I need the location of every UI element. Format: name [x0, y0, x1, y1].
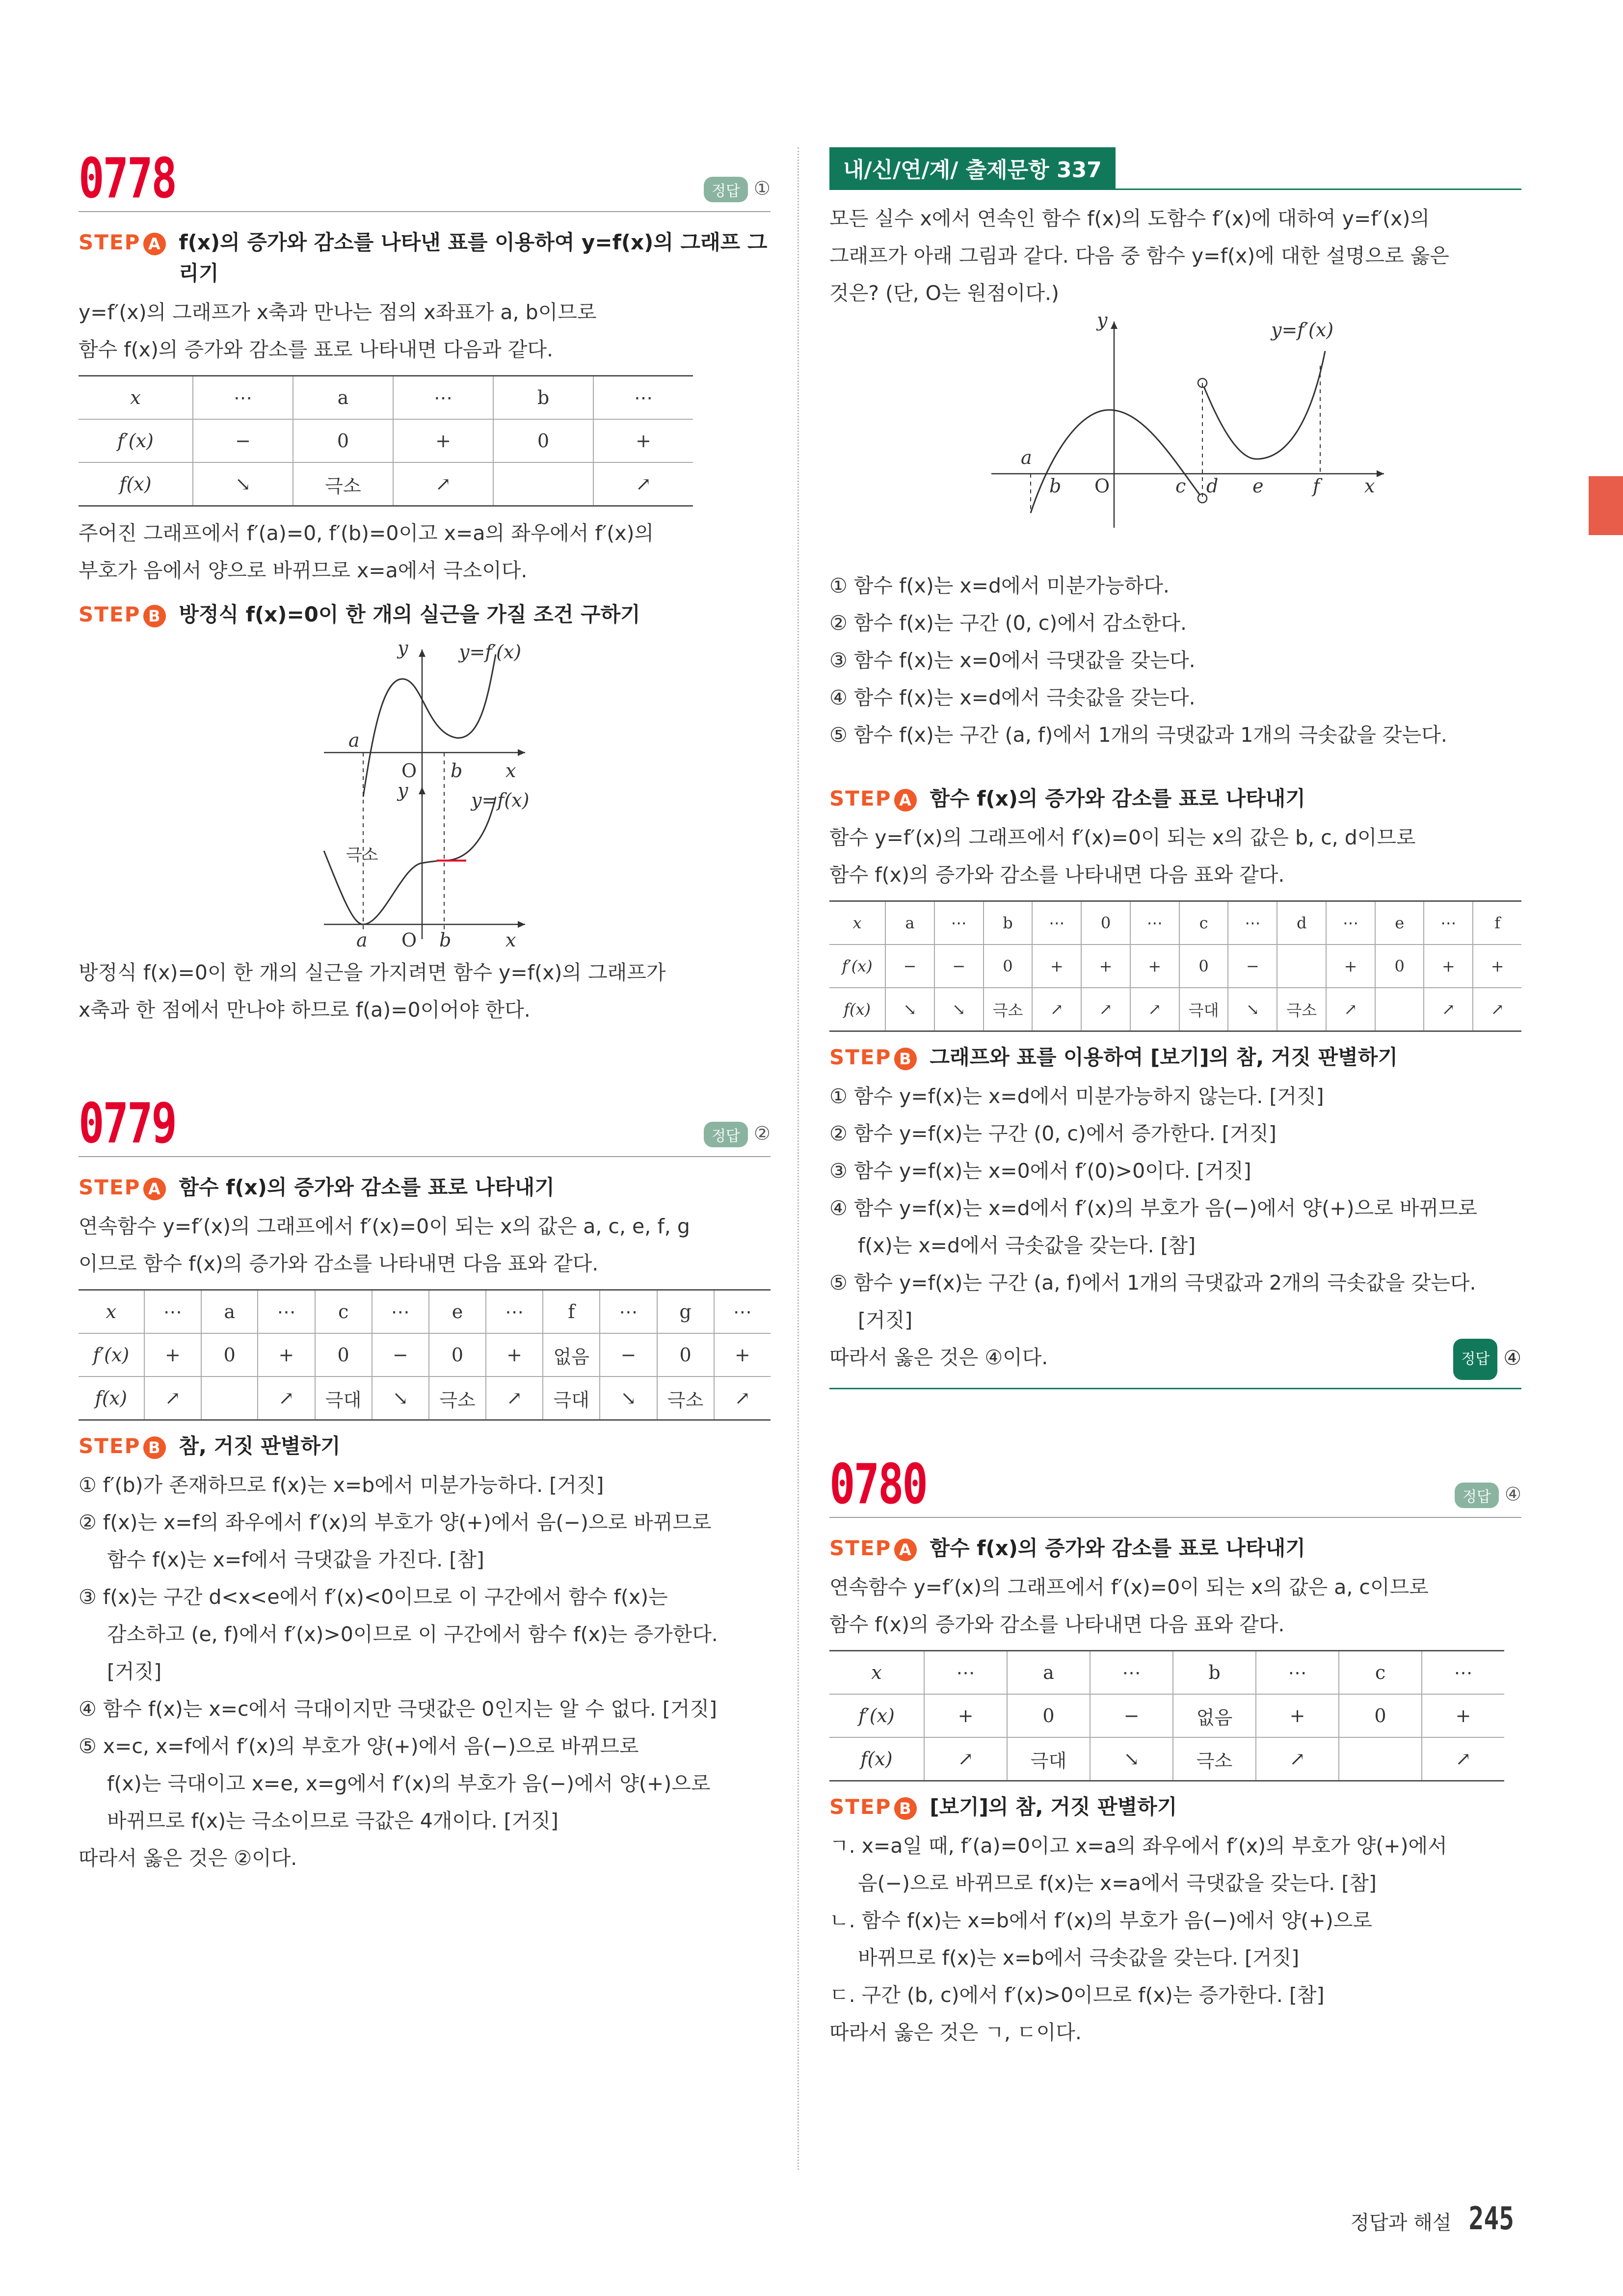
table-cell: +	[144, 1333, 201, 1377]
table-cell: 0	[984, 945, 1033, 988]
step-title: 참, 거짓 판별하기	[179, 1434, 341, 1458]
table-cell: f	[1473, 901, 1521, 945]
question-line: 모든 실수 x에서 연속인 함수 f(x)의 도함수 f′(x)에 대하여 y=f′(x)의	[829, 207, 1430, 230]
text-line: 연속함수 y=f′(x)의 그래프에서 f′(x)=0이 되는 x의 값은 a, c, e, f, g	[79, 1215, 690, 1238]
table-cell: c	[1339, 1651, 1422, 1695]
conclusion: 따라서 옳은 것은 ②이다.	[79, 1846, 297, 1870]
table-cell: 0	[1375, 945, 1424, 988]
table-cell: 극소	[984, 988, 1033, 1031]
table-cell: ↘	[1090, 1737, 1173, 1781]
step-title: [보기]의 참, 거짓 판별하기	[930, 1795, 1177, 1819]
list-item: ③ f(x)는 구간 d<x<e에서 f′(x)<0이므로 이 구간에서 함수 f(x)는	[79, 1585, 668, 1609]
choice-item: ⑤ 함수 f(x)는 구간 (a, f)에서 1개의 극댓값과 1개의 극솟값을 갖는다.	[829, 723, 1447, 747]
origin-label: O	[1094, 475, 1110, 497]
table-cell: ⋯	[1326, 901, 1375, 945]
choice-item: ④ 함수 f(x)는 x=d에서 극솟값을 갖는다.	[829, 686, 1196, 709]
table-cell: ⋯	[1130, 901, 1179, 945]
table-cell: ↘	[934, 988, 984, 1031]
table-cell: ↘	[372, 1377, 429, 1420]
problem-number: 0778	[79, 147, 176, 211]
table-cell: ↗	[593, 462, 693, 506]
fprime-curve-left	[1031, 410, 1202, 513]
table-cell: x	[829, 901, 885, 945]
b-label-2: b	[439, 929, 452, 951]
table-cell: ⋯	[934, 901, 984, 945]
table-cell: 극대	[1007, 1737, 1090, 1781]
step-a-heading	[829, 783, 1521, 814]
y-label-2: y	[398, 780, 408, 801]
page-number: 245	[1468, 2201, 1515, 2237]
table-cell: +	[1081, 945, 1130, 988]
answer-label	[704, 1122, 771, 1147]
step-tag: STEP A	[79, 1172, 166, 1203]
table-cell: ⋯	[1032, 901, 1081, 945]
table-cell: 0	[1179, 945, 1228, 988]
text-line: y=f′(x)의 그래프가 x축과 만나는 점의 x좌표가 a, b이므로	[79, 300, 597, 324]
table-row	[829, 945, 1521, 988]
step-a-heading	[79, 227, 771, 289]
y-label: y	[398, 637, 408, 659]
step-b-heading	[79, 599, 771, 630]
table-cell: ↘	[1228, 988, 1277, 1031]
table-cell: ↗	[714, 1377, 771, 1420]
table-cell: 극소	[1173, 1737, 1256, 1781]
table-cell: +	[486, 1333, 543, 1377]
text-line: 주어진 그래프에서 f′(a)=0, f′(b)=0이고 x=a의 좌우에서 f′(x)의	[79, 521, 654, 545]
table-cell: −	[193, 419, 293, 462]
table-cell: c	[315, 1290, 372, 1334]
table-cell: ↗	[1422, 1737, 1504, 1781]
answer-value: ④	[1504, 1483, 1521, 1505]
table-row	[79, 1377, 771, 1420]
table-row	[829, 901, 1521, 945]
table-cell: 없음	[1173, 1694, 1256, 1737]
curve-label-2: y=f(x)	[471, 789, 530, 811]
chapter-tab	[1589, 476, 1623, 535]
text-line: 함수 f(x)의 증가와 감소를 나타내면 다음 표와 같다.	[829, 1613, 1285, 1636]
list-item: 감소하고 (e, f)에서 f′(x)>0이므로 이 구간에서 함수 f(x)는 증가한다.	[107, 1622, 718, 1646]
table-cell: +	[593, 419, 693, 462]
conclusion: 따라서 옳은 것은 ㄱ, ㄷ이다.	[829, 2021, 1082, 2044]
table-row	[79, 1290, 771, 1334]
table-cell: +	[1422, 1694, 1504, 1737]
graph-0778	[79, 635, 771, 954]
variation-table	[829, 900, 1521, 1032]
table-cell: +	[1424, 945, 1473, 988]
graph-337	[829, 312, 1521, 567]
b-label: b	[451, 760, 463, 782]
origin-label-2: O	[401, 929, 417, 951]
right-column	[829, 147, 1521, 2051]
table-cell: ⋯	[193, 376, 293, 420]
list-item: ㄴ. 함수 f(x)는 x=b에서 f′(x)의 부호가 음(−)에서 양(+)으로	[829, 1909, 1372, 1932]
list-item: ④ 함수 y=f(x)는 x=d에서 f′(x)의 부호가 음(−)에서 양(+)으로 바뀌므로	[829, 1196, 1478, 1220]
table-cell: 0	[1339, 1694, 1422, 1737]
table-cell: x	[79, 376, 193, 420]
table-cell: f	[543, 1290, 600, 1334]
step-title: f(x)의 증가와 감소를 나타낸 표를 이용하여 y=f(x)의 그래프 그리기	[179, 230, 768, 285]
table-cell: 극대	[543, 1377, 600, 1420]
step-title: 함수 f(x)의 증가와 감소를 표로 나타내기	[930, 1536, 1305, 1560]
table-row	[829, 1651, 1504, 1695]
table-cell: ↗	[1081, 988, 1130, 1031]
table-cell: 0	[493, 419, 593, 462]
table-cell: a	[885, 901, 934, 945]
table-cell: −	[934, 945, 984, 988]
answer-badge: 정답	[1455, 1483, 1499, 1508]
answer-label	[1453, 1339, 1521, 1380]
table-cell: +	[393, 419, 493, 462]
list-item: [거짓]	[858, 1308, 913, 1332]
table-cell: 극소	[657, 1377, 714, 1420]
table-row	[829, 1737, 1504, 1781]
table-cell: g	[657, 1290, 714, 1334]
table-cell: e	[429, 1290, 486, 1334]
problem-0778-header	[79, 147, 771, 212]
answer-badge: 정답	[704, 1122, 748, 1147]
step-a-heading	[829, 1533, 1521, 1564]
table-cell: c	[1179, 901, 1228, 945]
table-cell: d	[1277, 901, 1326, 945]
list-item: ㄱ. x=a일 때, f′(a)=0이고 x=a의 좌우에서 f′(x)의 부호가 양(+)에서	[829, 1834, 1447, 1858]
table-cell: 0	[429, 1333, 486, 1377]
table-cell: ↗	[1473, 988, 1521, 1031]
table-row	[79, 419, 693, 462]
table-cell: +	[258, 1333, 315, 1377]
table-cell: ⋯	[486, 1290, 543, 1334]
table-cell: ↗	[1256, 1737, 1339, 1781]
text-line: 함수 f(x)의 증가와 감소를 표로 나타내면 다음과 같다.	[79, 338, 554, 361]
list-item: [거짓]	[107, 1660, 162, 1683]
step-b-heading	[79, 1431, 771, 1461]
table-cell: x	[829, 1651, 924, 1695]
page-footer	[1350, 2201, 1520, 2237]
table-cell	[1375, 988, 1424, 1031]
table-cell: ⋯	[600, 1290, 657, 1334]
step-title: 함수 f(x)의 증가와 감소를 표로 나타내기	[930, 786, 1305, 810]
a-label: a	[1021, 447, 1032, 468]
table-cell: ⋯	[372, 1290, 429, 1334]
table-cell	[493, 462, 593, 506]
text-line: 이므로 함수 f(x)의 증가와 감소를 나타내면 다음 표와 같다.	[79, 1252, 599, 1275]
table-cell: 극소	[429, 1377, 486, 1420]
table-cell: ↗	[1424, 988, 1473, 1031]
choice-item: ① 함수 f(x)는 x=d에서 미분가능하다.	[829, 574, 1170, 597]
table-cell: x	[79, 1290, 144, 1334]
table-cell: ↗	[486, 1377, 543, 1420]
table-cell: ↘	[193, 462, 293, 506]
step-tag: STEP A	[829, 783, 917, 814]
list-item: ① 함수 y=f(x)는 x=d에서 미분가능하지 않는다. [거짓]	[829, 1084, 1324, 1108]
step-title: 방정식 f(x)=0이 한 개의 실근을 가질 조건 구하기	[179, 602, 640, 626]
exam-question-header	[829, 147, 1521, 190]
list-item: ㄷ. 구간 (b, c)에서 f′(x)>0이므로 f(x)는 증가한다. [참]	[829, 1983, 1325, 2007]
text-line: 부호가 음에서 양으로 바뀌므로 x=a에서 극소이다.	[79, 559, 528, 582]
question-line: 그래프가 아래 그림과 같다. 다음 중 함수 y=f(x)에 대한 설명으로 옳은	[829, 244, 1449, 268]
list-item: 바뀌므로 f(x)는 x=b에서 극솟값을 갖는다. [거짓]	[858, 1946, 1300, 1970]
table-cell: +	[1130, 945, 1179, 988]
footer-label: 정답과 해설	[1350, 2212, 1452, 2234]
step-b-heading	[829, 1042, 1521, 1073]
c-label: c	[1175, 475, 1186, 497]
table-cell: f′(x)	[79, 419, 193, 462]
answer-label	[704, 177, 771, 202]
table-cell: f(x)	[79, 1377, 144, 1420]
table-row	[829, 988, 1521, 1031]
list-item: 바뀌므로 f(x)는 극소이므로 극값은 4개이다. [거짓]	[107, 1809, 559, 1833]
table-cell: ⋯	[714, 1290, 771, 1334]
step-title: 그래프와 표를 이용하여 [보기]의 참, 거짓 판별하기	[930, 1045, 1398, 1069]
table-cell: ↗	[1130, 988, 1179, 1031]
variation-table	[79, 375, 693, 507]
table-cell: ↗	[393, 462, 493, 506]
exam-question-title: 내/신/연/계/ 출제문항 337	[829, 147, 1116, 189]
list-item: ⑤ x=c, x=f에서 f′(x)의 부호가 양(+)에서 음(−)으로 바뀌므로	[79, 1734, 639, 1758]
step-a-heading	[79, 1172, 771, 1203]
conclusion: 따라서 옳은 것은 ④이다.	[829, 1346, 1048, 1369]
table-cell: −	[372, 1333, 429, 1377]
variation-table	[829, 1650, 1504, 1782]
table-cell: f′(x)	[829, 1694, 924, 1737]
variation-table	[79, 1289, 771, 1421]
list-item: 함수 f(x)는 x=f에서 극댓값을 가진다. [참]	[107, 1548, 484, 1571]
table-cell: +	[1473, 945, 1521, 988]
table-cell	[201, 1377, 258, 1420]
curve-label: y=f′(x)	[459, 641, 522, 663]
table-cell: 극소	[1277, 988, 1326, 1031]
answer-badge: 정답	[704, 177, 748, 202]
table-cell: b	[493, 376, 593, 420]
a-label-2: a	[356, 929, 368, 951]
step-tag: STEP B	[79, 599, 166, 630]
table-cell: ⋯	[144, 1290, 201, 1334]
table-cell: ↗	[1032, 988, 1081, 1031]
table-cell	[1339, 1737, 1422, 1781]
curve-label: y=f′(x)	[1271, 319, 1334, 341]
list-item: ⑤ 함수 y=f(x)는 구간 (a, f)에서 1개의 극댓값과 2개의 극솟값을 갖는다.	[829, 1271, 1476, 1295]
text-line: 방정식 f(x)=0이 한 개의 실근을 가지려면 함수 y=f(x)의 그래프가	[79, 961, 666, 984]
step-tag: STEP B	[829, 1791, 917, 1822]
step-tag: STEP B	[829, 1042, 917, 1073]
step-tag: STEP A	[79, 227, 166, 289]
min-label: 극소	[346, 845, 378, 865]
origin-label: O	[401, 760, 417, 782]
table-row	[829, 1694, 1504, 1737]
x-label: x	[506, 760, 516, 782]
table-cell: f′(x)	[79, 1333, 144, 1377]
step-b-heading	[829, 1791, 1521, 1822]
table-cell: b	[984, 901, 1033, 945]
question-line: 것은? (단, O는 원점이다.)	[829, 281, 1060, 305]
list-item: ② f(x)는 x=f의 좌우에서 f′(x)의 부호가 양(+)에서 음(−)으로 바뀌므로	[79, 1511, 712, 1534]
list-item: ④ 함수 f(x)는 x=c에서 극대이지만 극댓값은 0인지는 알 수 없다. [거짓]	[79, 1697, 717, 1721]
table-cell: ↗	[1326, 988, 1375, 1031]
table-cell: 0	[1007, 1694, 1090, 1737]
table-cell: 극대	[1179, 988, 1228, 1031]
table-cell: 0	[293, 419, 393, 462]
step-tag: STEP A	[829, 1533, 917, 1564]
table-cell: +	[714, 1333, 771, 1377]
table-cell: +	[1032, 945, 1081, 988]
list-item: f(x)는 극대이고 x=e, x=g에서 f′(x)의 부호가 음(−)에서 양(+)으로	[107, 1772, 711, 1795]
table-cell: a	[1007, 1651, 1090, 1695]
left-column	[79, 147, 771, 1877]
table-cell: 극대	[315, 1377, 372, 1420]
table-cell: ⋯	[593, 376, 693, 420]
conclusion-row	[829, 1339, 1521, 1376]
list-item: ① f′(b)가 존재하므로 f(x)는 x=b에서 미분가능하다. [거짓]	[79, 1473, 604, 1497]
table-cell: +	[1326, 945, 1375, 988]
list-item: 음(−)으로 바뀌므로 f(x)는 x=a에서 극댓값을 갖는다. [참]	[858, 1871, 1377, 1895]
table-cell: a	[201, 1290, 258, 1334]
fprime-curve	[363, 654, 496, 797]
answer-value: ①	[753, 177, 771, 199]
table-cell: f(x)	[79, 462, 193, 506]
e-label: e	[1252, 475, 1264, 497]
table-cell: −	[1090, 1694, 1173, 1737]
fprime-curve-right	[1202, 351, 1325, 459]
table-cell: e	[1375, 901, 1424, 945]
answer-value: ④	[1503, 1346, 1521, 1370]
problem-0780-header	[829, 1453, 1521, 1518]
table-cell: a	[293, 376, 393, 420]
table-cell: ⋯	[1256, 1651, 1339, 1695]
answer-value: ②	[753, 1122, 771, 1144]
text-line: 함수 f(x)의 증가와 감소를 나타내면 다음 표와 같다.	[829, 863, 1285, 887]
table-cell: f(x)	[829, 1737, 924, 1781]
choice-item: ② 함수 f(x)는 구간 (0, c)에서 감소한다.	[829, 611, 1187, 635]
table-row	[79, 1333, 771, 1377]
x-label: x	[1364, 475, 1375, 497]
table-cell: f(x)	[829, 988, 885, 1031]
table-cell: 0	[201, 1333, 258, 1377]
table-cell: ⋯	[1424, 901, 1473, 945]
y-label: y	[1097, 312, 1108, 331]
answer-label	[1455, 1483, 1521, 1508]
problem-number: 0779	[79, 1092, 176, 1156]
d-label: d	[1206, 475, 1219, 497]
step-tag: STEP B	[79, 1431, 166, 1461]
table-cell: ↘	[600, 1377, 657, 1420]
table-cell: −	[600, 1333, 657, 1377]
b-label: b	[1049, 475, 1062, 497]
table-cell: 0	[657, 1333, 714, 1377]
f-label: f	[1313, 475, 1320, 497]
step-title: 함수 f(x)의 증가와 감소를 표로 나타내기	[179, 1175, 555, 1199]
table-cell: −	[1228, 945, 1277, 988]
a-label: a	[348, 729, 360, 751]
table-cell: ⋯	[1090, 1651, 1173, 1695]
table-cell: ⋯	[924, 1651, 1007, 1695]
table-cell	[1277, 945, 1326, 988]
choice-item: ③ 함수 f(x)는 x=0에서 극댓값을 갖는다.	[829, 648, 1196, 672]
table-cell: 0	[1081, 901, 1130, 945]
text-line: 함수 y=f′(x)의 그래프에서 f′(x)=0이 되는 x의 값은 b, c, d이므로	[829, 826, 1416, 849]
table-cell: ⋯	[258, 1290, 315, 1334]
column-divider	[798, 147, 799, 2170]
table-row	[79, 462, 693, 506]
text-line: x축과 한 점에서 만나야 하므로 f(a)=0이어야 한다.	[79, 998, 531, 1022]
table-cell: ↗	[144, 1377, 201, 1420]
table-cell: ↗	[258, 1377, 315, 1420]
table-row	[79, 376, 693, 420]
text-line: 연속함수 y=f′(x)의 그래프에서 f′(x)=0이 되는 x의 값은 a, c이므로	[829, 1575, 1429, 1599]
table-cell: −	[885, 945, 934, 988]
table-cell: 없음	[543, 1333, 600, 1377]
table-cell: ⋯	[1228, 901, 1277, 945]
table-cell: b	[1173, 1651, 1256, 1695]
table-cell: ⋯	[393, 376, 493, 420]
table-cell: ↘	[885, 988, 934, 1031]
list-item: ③ 함수 y=f(x)는 x=0에서 f′(0)>0이다. [거짓]	[829, 1159, 1251, 1183]
table-cell: 0	[315, 1333, 372, 1377]
answer-badge: 정답	[1453, 1339, 1497, 1380]
table-cell: +	[1256, 1694, 1339, 1737]
table-cell: ⋯	[1422, 1651, 1504, 1695]
table-cell: 극소	[293, 462, 393, 506]
list-item: f(x)는 x=d에서 극솟값을 갖는다. [참]	[858, 1234, 1196, 1257]
problem-0779-header	[79, 1092, 771, 1157]
table-cell: f′(x)	[829, 945, 885, 988]
table-cell: ↗	[924, 1737, 1007, 1781]
list-item: ② 함수 y=f(x)는 구간 (0, c)에서 증가한다. [거짓]	[829, 1122, 1277, 1145]
x-label-2: x	[506, 929, 516, 951]
problem-number: 0780	[829, 1453, 927, 1516]
table-cell: +	[924, 1694, 1007, 1737]
